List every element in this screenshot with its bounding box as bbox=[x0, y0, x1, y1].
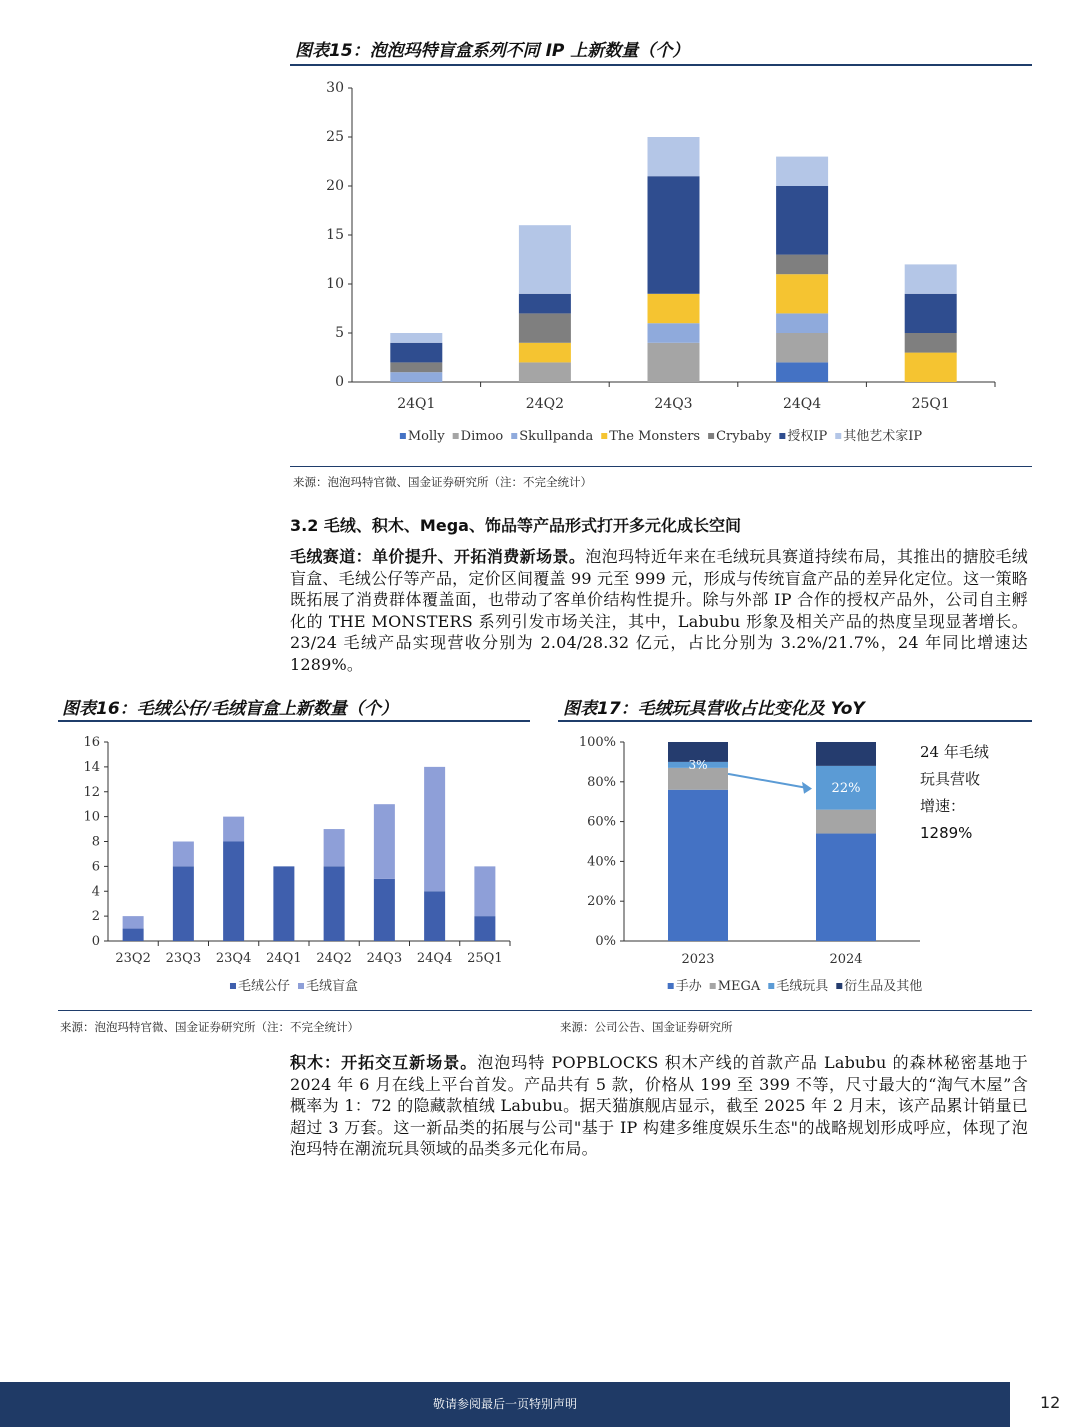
legend-swatch bbox=[601, 433, 607, 439]
bar-segment bbox=[816, 834, 876, 941]
y-tick-label: 12 bbox=[83, 784, 100, 800]
x-tick-label: 24Q1 bbox=[397, 396, 436, 412]
y-tick-label: 16 bbox=[83, 735, 100, 750]
bar-segment bbox=[424, 767, 445, 891]
growth-arrow-head bbox=[802, 782, 812, 794]
bar-segment bbox=[648, 176, 700, 294]
bar-segment bbox=[519, 313, 571, 342]
bar-segment bbox=[648, 137, 700, 176]
data-label: 3% bbox=[688, 757, 708, 772]
bar-segment bbox=[390, 372, 442, 382]
figure17-top-rule bbox=[558, 720, 1032, 722]
legend-label: Crybaby bbox=[716, 429, 772, 444]
bar-segment bbox=[123, 929, 144, 941]
y-tick-label: 80% bbox=[587, 774, 616, 790]
figure15-title: 图表15：泡泡玛特盲盒系列不同 IP 上新数量（个） bbox=[295, 41, 690, 61]
figure16-source: 来源：泡泡玛特官微、国金证券研究所（注：不完全统计） bbox=[60, 1020, 359, 1034]
bar-segment bbox=[519, 294, 571, 314]
legend-label: Dimoo bbox=[460, 429, 504, 444]
bar-segment bbox=[390, 362, 442, 372]
y-tick-label: 2 bbox=[91, 909, 100, 925]
y-tick-label: 40% bbox=[587, 854, 616, 870]
y-tick-label: 10 bbox=[326, 276, 344, 292]
legend-label: 其他艺术家IP bbox=[843, 429, 923, 444]
legend-label: 衍生品及其他 bbox=[844, 979, 923, 994]
legend-swatch bbox=[708, 433, 714, 439]
bar-segment bbox=[519, 362, 571, 382]
figure15-top-rule bbox=[290, 64, 1032, 66]
bar-segment bbox=[905, 353, 957, 382]
growth-arrow bbox=[728, 774, 806, 788]
y-tick-label: 100% bbox=[578, 735, 616, 750]
legend-label: MEGA bbox=[717, 979, 761, 994]
bar-segment bbox=[816, 810, 876, 834]
bar-segment bbox=[474, 866, 495, 916]
bar-segment bbox=[424, 891, 445, 941]
bar-segment bbox=[173, 866, 194, 941]
bar-segment bbox=[519, 225, 571, 294]
y-tick-label: 0% bbox=[595, 934, 616, 949]
x-tick-label: 24Q4 bbox=[782, 396, 822, 412]
legend-swatch bbox=[835, 433, 841, 439]
figure17-note-line: 1289% bbox=[920, 824, 973, 842]
bar-segment bbox=[390, 333, 442, 343]
y-tick-label: 0 bbox=[335, 374, 344, 390]
figures-bottom-rule bbox=[58, 1010, 1032, 1011]
bar-segment bbox=[390, 343, 442, 363]
x-tick-label: 24Q2 bbox=[525, 396, 565, 412]
page-number: 12 bbox=[1040, 1393, 1061, 1412]
figure15-chart bbox=[290, 70, 1032, 460]
x-tick-label: 24Q1 bbox=[266, 951, 302, 966]
x-tick-label: 24Q3 bbox=[654, 396, 693, 412]
bar-segment bbox=[776, 274, 828, 313]
figure17-note bbox=[920, 739, 989, 847]
legend-label: Molly bbox=[407, 429, 445, 444]
y-tick-label: 4 bbox=[91, 884, 100, 900]
y-tick-label: 20% bbox=[587, 894, 616, 910]
y-tick-label: 15 bbox=[326, 227, 344, 243]
bar-segment bbox=[223, 817, 244, 842]
y-tick-label: 0 bbox=[91, 934, 100, 949]
paragraph-blocks-lead: 积木：开拓交互新场景。 bbox=[290, 1053, 478, 1072]
bar-segment bbox=[776, 157, 828, 186]
paragraph-plush-body: 泡泡玛特近年来在毛绒玩具赛道持续布局，其推出的搪胶毛绒盲盒、毛绒公仔等产品，定价区间覆盖 99 元至 999 元，形成与传统盲盒产品的差异化定位。这一策略既拓展了消费群体覆盖面，也带动了客单价结构性提升。除与外部 IP 合作的授权产品外，公司自主孵化的 THE MONSTERS 系列引发市场关注，其中，Labubu 形象及相关产品的热度呈现显著增长。23/24 毛绒产品实现营收分别为 2.04/28.32 亿元，占比分别为 3.2%/21.7%，24 年同比增速达 1289%。 bbox=[290, 547, 1028, 674]
section-heading: 3.2 毛绒、积木、Mega、饰品等产品形式打开多元化成长空间 bbox=[290, 516, 741, 535]
footer-disclaimer: 敬请参阅最后一页特别声明 bbox=[432, 1397, 577, 1411]
figure17-title: 图表17：毛绒玩具营收占比变化及 YoY bbox=[563, 699, 865, 719]
bar-segment bbox=[123, 916, 144, 928]
paragraph-plush bbox=[290, 546, 1028, 676]
bar-segment bbox=[816, 742, 876, 766]
bar-segment bbox=[324, 829, 345, 866]
legend bbox=[230, 978, 358, 994]
bar-segment bbox=[905, 333, 957, 353]
x-tick-label: 25Q1 bbox=[467, 951, 503, 966]
x-tick-label: 23Q4 bbox=[215, 951, 252, 966]
bar-segment bbox=[776, 255, 828, 275]
x-tick-label: 25Q1 bbox=[911, 396, 950, 412]
x-tick-label: 24Q4 bbox=[416, 951, 453, 966]
legend-swatch bbox=[668, 983, 674, 989]
x-tick-label: 23Q2 bbox=[115, 951, 151, 966]
y-tick-label: 25 bbox=[326, 129, 344, 145]
y-tick-label: 5 bbox=[335, 325, 344, 341]
bar-segment bbox=[776, 313, 828, 333]
legend-label: 毛绒盲盒 bbox=[306, 979, 359, 994]
bar-segment bbox=[648, 294, 700, 323]
paragraph-blocks-body: 泡泡玛特 POPBLOCKS 积木产线的首款产品 Labubu 的森林秘密基地于 2024 年 6 月在线上平台首发。产品共有 5 款，价格从 199 至 399 不等，尺寸最大的“淘气木屋”含概率为 1：72 的隐藏款植绒 Labubu。据天猫旗舰店显示，截至 2025 年 2 月末，该产品累计销量已超过 3 万套。这一新品类的拓展与公司"基于 IP 构建多维度娱乐生态"的战略规划形成呼应，体现了泡泡玛特在潮流玩具领域的品类多元化布局。 bbox=[290, 1053, 1028, 1159]
y-tick-label: 8 bbox=[91, 834, 100, 850]
bar-segment bbox=[905, 294, 957, 333]
legend-swatch bbox=[453, 433, 459, 439]
legend-label: 毛绒玩具 bbox=[776, 979, 829, 994]
bar-segment bbox=[474, 916, 495, 941]
legend-label: Skullpanda bbox=[519, 429, 594, 444]
figure17-note-line: 24 年毛绒 bbox=[920, 743, 989, 761]
paragraph-blocks bbox=[290, 1052, 1028, 1160]
figure17-source: 来源：公司公告、国金证券研究所 bbox=[560, 1020, 733, 1034]
figure17-note-line: 增速： bbox=[920, 797, 966, 815]
bar-segment bbox=[324, 866, 345, 941]
bar-segment bbox=[776, 362, 828, 382]
figure15-source: 来源：泡泡玛特官微、国金证券研究所（注：不完全统计） bbox=[293, 475, 592, 489]
bar-segment bbox=[374, 804, 395, 879]
x-tick-label: 2024 bbox=[829, 952, 863, 967]
paragraph-plush-lead: 毛绒赛道：单价提升、开拓消费新场景。 bbox=[290, 547, 586, 566]
bar-segment bbox=[668, 790, 728, 941]
figure16-title: 图表16：毛绒公仔/毛绒盲盒上新数量（个） bbox=[62, 699, 398, 719]
y-tick-label: 10 bbox=[83, 809, 100, 825]
bar-segment bbox=[776, 333, 828, 362]
legend-label: The Monsters bbox=[609, 429, 701, 444]
bar-segment bbox=[519, 343, 571, 363]
x-tick-label: 2023 bbox=[681, 952, 715, 967]
data-label: 22% bbox=[831, 780, 861, 796]
bar-segment bbox=[223, 842, 244, 942]
legend-label: 毛绒公仔 bbox=[237, 979, 290, 994]
y-tick-label: 30 bbox=[326, 80, 344, 96]
legend-swatch bbox=[230, 983, 236, 989]
legend-label: 手办 bbox=[675, 979, 702, 994]
legend-swatch bbox=[511, 433, 517, 439]
bar-segment bbox=[273, 866, 294, 941]
figure16-chart bbox=[58, 728, 530, 1004]
figure16-top-rule bbox=[58, 720, 530, 722]
legend-swatch bbox=[836, 983, 842, 989]
bar-segment bbox=[173, 842, 194, 867]
bar-segment bbox=[648, 343, 700, 382]
bar-segment bbox=[374, 879, 395, 941]
bar-segment bbox=[905, 264, 957, 293]
bar-segment bbox=[776, 186, 828, 255]
legend-swatch bbox=[768, 983, 774, 989]
figure15-bottom-rule bbox=[290, 466, 1032, 467]
legend bbox=[668, 978, 923, 994]
y-tick-label: 14 bbox=[83, 759, 100, 775]
x-tick-label: 24Q2 bbox=[316, 951, 352, 966]
bar-segment bbox=[648, 323, 700, 343]
legend-swatch bbox=[400, 433, 406, 439]
y-tick-label: 6 bbox=[91, 859, 100, 875]
x-tick-label: 24Q3 bbox=[366, 951, 403, 966]
figure17-note-line: 玩具营收 bbox=[920, 770, 981, 788]
legend-swatch bbox=[710, 983, 716, 989]
legend bbox=[400, 428, 923, 444]
y-tick-label: 20 bbox=[326, 178, 344, 194]
legend-label: 授权IP bbox=[787, 429, 828, 444]
legend-swatch bbox=[779, 433, 785, 439]
y-tick-label: 60% bbox=[587, 814, 616, 830]
x-tick-label: 23Q3 bbox=[165, 951, 202, 966]
legend-swatch bbox=[298, 983, 304, 989]
